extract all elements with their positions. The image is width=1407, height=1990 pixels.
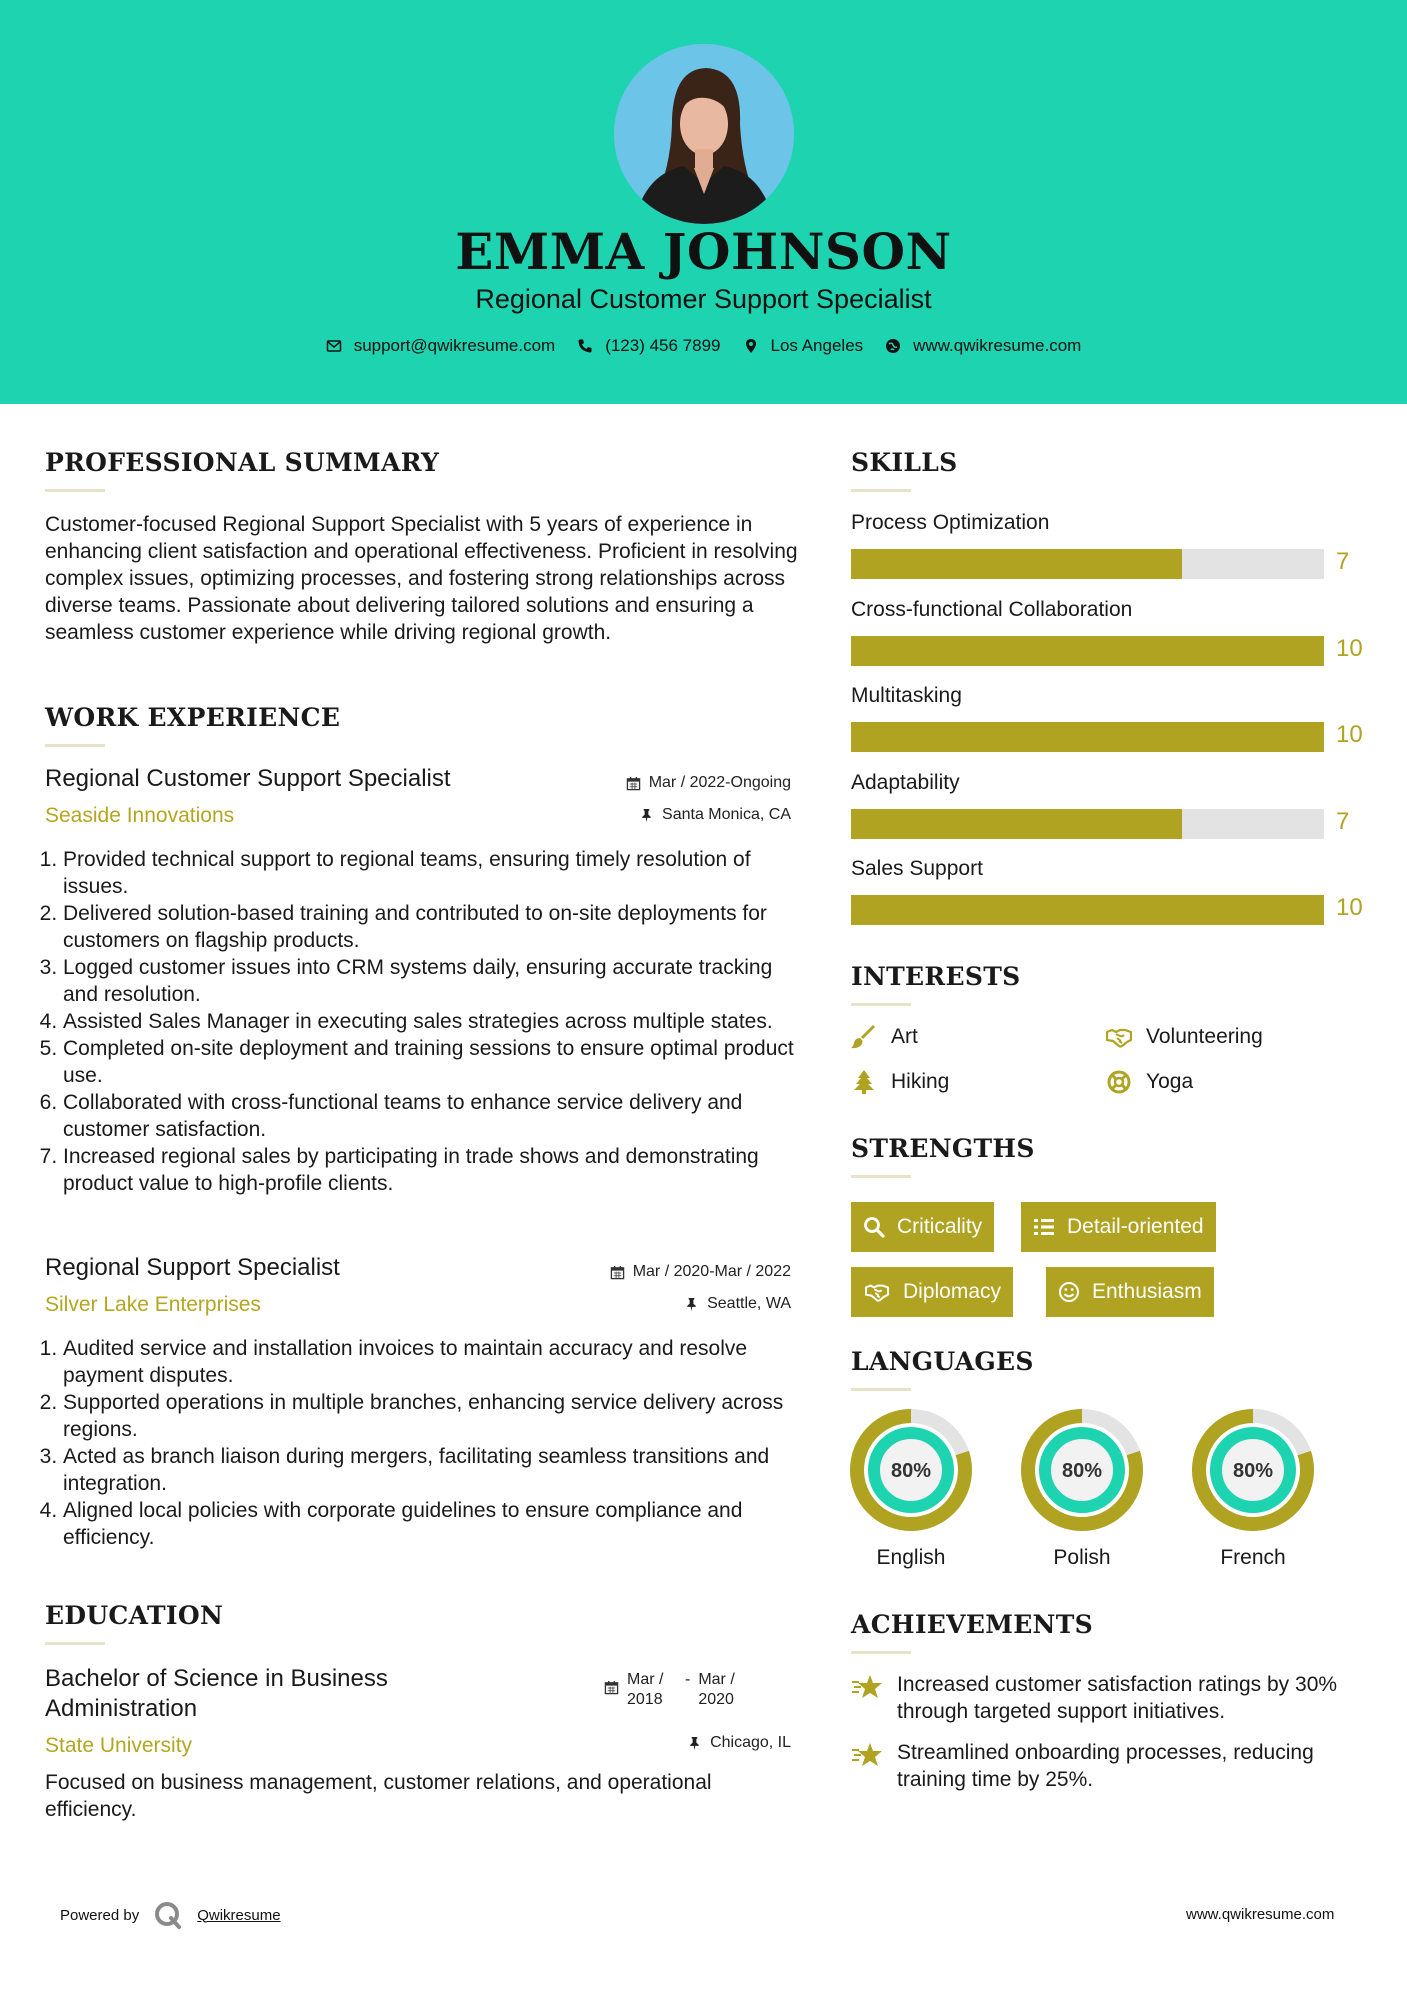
job-company: Seaside Innovations [45,804,235,827]
job-title: Regional Support Specialist [45,1254,340,1281]
job-dates [626,774,791,792]
candidate-name: EMMA JOHNSON [455,222,952,281]
skill-label: Sales Support [851,857,983,880]
calendar-icon [604,1680,619,1695]
language-percent: 80% [890,1460,932,1482]
pushpin-icon [687,1736,702,1751]
language-name: Polish [1053,1546,1111,1569]
school-name: State University [45,1734,193,1757]
list-item: 4. Assisted Sales Manager in executing sales strategies across multiple states. [63,1008,805,1035]
experience-underline [45,744,105,747]
education-start: Mar / 2018 [627,1671,664,1708]
interest-volunteering [1106,1025,1263,1049]
list-icon [1033,1216,1055,1238]
job-dates [610,1263,791,1281]
profile-photo-image [614,44,794,224]
degree-title: Bachelor of Science in Business Administration [45,1665,388,1722]
star-icon [851,1673,883,1701]
interest-label: Yoga [1146,1070,1194,1093]
strength-enthusiasm [1046,1267,1214,1317]
candidate-title: Regional Customer Support Specialist [475,284,932,314]
language-name: French [1220,1546,1286,1569]
contact-phone[interactable] [577,336,720,356]
job-title: Regional Customer Support Specialist [45,765,451,792]
contact-location [743,336,864,356]
handshake-icon [863,1281,891,1303]
skill-bar-fill [851,549,1182,579]
education-end: Mar / 2020 [698,1671,735,1708]
list-item: 4. Aligned local policies with corporate guidelines to ensure compliance and efficiency. [63,1497,805,1551]
job-location [639,806,791,824]
skill-bar-fill [851,895,1324,925]
skills-underline [851,489,911,492]
contact-phone-text: (123) 456 7899 [605,336,721,355]
skill-bar-track [851,722,1324,752]
experience-heading: WORK EXPERIENCE [45,703,341,732]
summary-underline [45,489,105,492]
strength-criticality [851,1202,994,1252]
strength-diplomacy [851,1267,1013,1317]
language-percent: 80% [1061,1460,1103,1482]
interests-heading: INTERESTS [851,962,1021,991]
job-dates-text: Mar / 2022-Ongoing [648,774,791,791]
summary-text: Customer-focused Regional Support Specialist with 5 years of experience in enhancing client satisfaction and operational effectiveness. Proficient in resolving complex issues, optimizing processes, and fostering strong relationships across diverse teams. Passionate about delivering tailored solutions and ensuring a seamless customer experience while driving regional growth. [45,513,798,644]
skill-label: Multitasking [851,684,962,707]
list-item: 1. Provided technical support to regional teams, ensuring timely resolution of issues. [63,846,805,900]
qwikresume-logo-icon [153,1900,183,1930]
contact-bar [0,336,1407,356]
map-pin-icon [743,338,759,354]
list-item: 1. Audited service and installation invoices to maintain accuracy and resolve payment disputes. [63,1335,805,1389]
strength-label: Criticality [897,1215,983,1238]
strength-label: Detail-oriented [1067,1215,1204,1238]
skill-label: Process Optimization [851,511,1050,534]
skill-bar-fill [851,722,1324,752]
powered-by-label: Powered by [60,1906,140,1924]
education-description: Focused on business management, customer relations, and operational efficiency. [45,1771,712,1821]
skill-value: 7 [1336,548,1350,575]
contact-website-text: www.qwikresume.com [913,336,1082,355]
interest-label: Art [891,1025,918,1048]
pushpin-icon [684,1297,699,1312]
phone-icon [577,338,593,354]
handshake-icon [1106,1025,1132,1049]
list-item: 6. Collaborated with cross-functional teams to enhance service delivery and customer satisfaction. [63,1089,805,1143]
achievement-text: Streamlined onboarding processes, reducing training time by 25%. [897,1741,1314,1791]
skill-label: Adaptability [851,770,960,794]
skill-value: 10 [1336,894,1363,921]
smile-icon [1058,1281,1080,1303]
search-icon [863,1216,885,1238]
skill-bar-track [851,895,1324,925]
job-location [684,1295,791,1313]
language-item [1191,1408,1315,1570]
summary-heading: PROFESSIONAL SUMMARY [45,448,440,477]
achievement-text: Increased customer satisfaction ratings by 30% through targeted support initiatives. [897,1673,1338,1723]
tree-icon [851,1070,877,1094]
calendar-icon [610,1265,625,1280]
skill-bar-track [851,809,1324,839]
interest-label: Hiking [891,1070,950,1093]
languages-heading: LANGUAGES [851,1347,1034,1376]
language-donut [1020,1408,1144,1532]
skill-bar-track [851,549,1324,579]
contact-email-text: support@qwikresume.com [353,336,556,355]
strengths-heading: STRENGTHS [851,1134,1035,1163]
calendar-icon [626,776,641,791]
list-item: 5. Completed on-site deployment and training sessions to ensure optimal product use. [63,1035,805,1089]
job-location-text: Seattle, WA [707,1295,791,1312]
interests-underline [851,1003,911,1006]
job-dates-text: Mar / 2020-Mar / 2022 [632,1263,791,1280]
list-item: 2. Supported operations in multiple branches, enhancing service delivery across regions. [63,1389,805,1443]
achievements-heading: ACHIEVEMENTS [851,1610,1093,1639]
profile-photo [614,44,794,224]
language-item [1020,1408,1144,1570]
language-percent: 80% [1232,1460,1274,1482]
strength-label: Enthusiasm [1092,1280,1202,1303]
contact-location-text: Los Angeles [770,336,864,355]
star-icon [851,1741,883,1769]
list-item: 7. Increased regional sales by participating in trade shows and demonstrating product value to high-profile clients. [63,1143,805,1197]
skills-heading: SKILLS [851,448,958,477]
job-company: Silver Lake Enterprises [45,1293,261,1316]
list-item: 3. Acted as branch liaison during mergers, facilitating seamless transitions and integration. [63,1443,805,1497]
strength-detail-oriented [1021,1202,1216,1252]
education-heading: EDUCATION [45,1601,224,1630]
job-bullets [45,1335,805,1551]
footer-powered-by [60,1900,281,1930]
strengths-underline [851,1175,911,1178]
contact-email[interactable] [326,336,556,356]
education-location [687,1734,791,1752]
language-donut [1191,1408,1315,1532]
job-location-text: Santa Monica, CA [662,806,791,823]
language-item [849,1408,973,1570]
globe-icon [885,338,901,354]
resume-header [0,0,1407,404]
skill-value: 7 [1336,807,1350,835]
pushpin-icon [639,808,654,823]
achievements-underline [851,1651,911,1654]
brush-icon [851,1025,877,1049]
achievement-item [851,1739,1351,1793]
list-item: 2. Delivered solution-based training and contributed to on-site deployments for customers on flagship products. [63,900,805,954]
strength-label: Diplomacy [903,1280,1002,1303]
language-donut [849,1408,973,1532]
list-item: 3. Logged customer issues into CRM systems daily, ensuring accurate tracking and resolution. [63,954,805,1008]
qwikresume-link[interactable]: Qwikresume [197,1906,281,1924]
skill-bar-fill [851,636,1324,666]
skill-bar-track [851,636,1324,666]
skill-value: 10 [1336,721,1363,748]
languages-underline [851,1388,911,1391]
skill-label: Cross-functional Collaboration [851,597,1133,621]
interest-yoga [1106,1070,1193,1094]
achievement-item [851,1671,1351,1725]
interest-hiking [851,1070,949,1094]
language-name: English [876,1546,946,1569]
contact-website[interactable] [885,336,1081,356]
envelope-icon [326,338,342,354]
education-location-text: Chicago, IL [710,1734,791,1751]
date-separator: - [685,1671,691,1688]
education-underline [45,1642,105,1645]
job-bullets [45,846,805,1197]
footer-website[interactable]: www.qwikresume.com [1186,1906,1335,1923]
skill-value: 10 [1336,634,1363,662]
interest-label: Volunteering [1146,1025,1263,1048]
interest-art [851,1025,918,1049]
education-dates [604,1670,748,1710]
lifering-icon [1106,1070,1132,1094]
skill-bar-fill [851,809,1182,839]
